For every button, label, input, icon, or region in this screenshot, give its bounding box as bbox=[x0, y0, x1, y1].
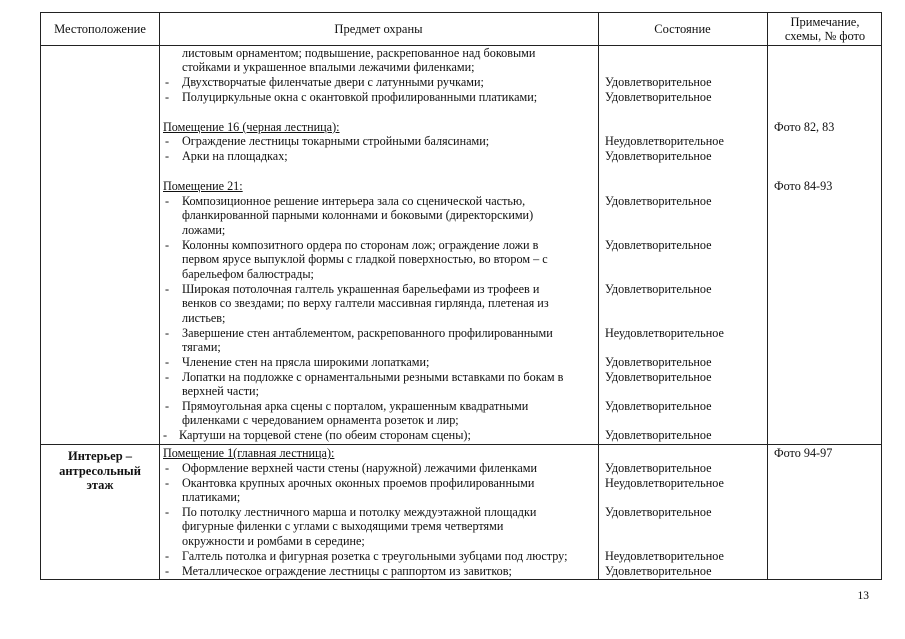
list-dash: - bbox=[165, 194, 170, 208]
list-dash: - bbox=[165, 149, 170, 163]
room-heading: Помещение 21: bbox=[163, 179, 243, 193]
condition-value: Удовлетворительное bbox=[605, 428, 712, 442]
list-dash: - bbox=[165, 505, 170, 519]
condition-value: Неудовлетворительное bbox=[605, 326, 724, 340]
column-divider bbox=[598, 13, 599, 579]
condition-value: Неудовлетворительное bbox=[605, 134, 724, 148]
condition-value: Удовлетворительное bbox=[605, 75, 712, 89]
photo-note: Фото 94-97 bbox=[774, 446, 833, 460]
subject-line: Полуциркульные окна с окантовкой профилированными платиками; bbox=[182, 90, 538, 104]
room-heading: Помещение 16 (черная лестница): bbox=[163, 120, 340, 134]
subject-line: листовым орнаментом; подвышение, раскрепованное над боковыми bbox=[182, 46, 536, 60]
list-dash: - bbox=[165, 476, 170, 490]
subject-line: первом ярусе выпуклой формы с гладкой поверхностью, во втором – с bbox=[182, 252, 548, 266]
photo-note: Фото 82, 83 bbox=[774, 120, 835, 134]
subject-line: Широкая потолочная галтель украшенная барельефами из трофеев и bbox=[182, 282, 540, 296]
list-dash: - bbox=[165, 75, 170, 89]
condition-value: Удовлетворительное bbox=[605, 355, 712, 369]
list-dash: - bbox=[163, 428, 168, 442]
condition-value: Удовлетворительное bbox=[605, 282, 712, 296]
room-heading: Помещение 1(главная лестница): bbox=[163, 446, 335, 460]
condition-value: Удовлетворительное bbox=[605, 505, 712, 519]
subject-line: Колонны композитного ордера по сторонам лож; ограждение ложи в bbox=[182, 238, 539, 252]
subject-line: верхней части; bbox=[182, 384, 259, 398]
condition-value: Удовлетворительное bbox=[605, 238, 712, 252]
subject-line: Картуши на торцевой стене (по обеим сторонам сцены); bbox=[179, 428, 471, 442]
list-dash: - bbox=[165, 399, 170, 413]
list-dash: - bbox=[165, 134, 170, 148]
list-dash: - bbox=[165, 549, 170, 563]
condition-value: Удовлетворительное bbox=[605, 370, 712, 384]
subject-line: По потолку лестничного марша и потолку междуэтажной площадки bbox=[182, 505, 537, 519]
condition-value: Удовлетворительное bbox=[605, 149, 712, 163]
header-location: Местоположение bbox=[54, 22, 146, 36]
subject-line: листьев; bbox=[182, 311, 226, 325]
subject-line: филенками с чередованием орнамента розеток и лир; bbox=[182, 413, 459, 427]
subject-line: стойками и украшенное впалыми лежачими филенками; bbox=[182, 60, 475, 74]
subject-line: Прямоугольная арка сцены с порталом, украшенным квадратными bbox=[182, 399, 529, 413]
subject-line: венков со звездами; по верху галтели массивная гирлянда, плетеная из bbox=[182, 296, 549, 310]
subject-line: Двухстворчатые филенчатые двери с латунными ручками; bbox=[182, 75, 484, 89]
list-dash: - bbox=[165, 90, 170, 104]
condition-value: Удовлетворительное bbox=[605, 399, 712, 413]
list-dash: - bbox=[165, 326, 170, 340]
photo-note: Фото 84-93 bbox=[774, 179, 833, 193]
column-divider bbox=[159, 13, 160, 579]
condition-value: Удовлетворительное bbox=[605, 194, 712, 208]
subject-line: Завершение стен антаблементом, раскрепованного профилированными bbox=[182, 326, 553, 340]
subject-line: барельефом балюстрады; bbox=[182, 267, 314, 281]
subject-line: Членение стен на прясла широкими лопатками; bbox=[182, 355, 430, 369]
list-dash: - bbox=[165, 282, 170, 296]
list-dash: - bbox=[165, 461, 170, 475]
subject-line: Ограждение лестницы токарными стройными балясинами; bbox=[182, 134, 490, 148]
subject-line: Арки на площадках; bbox=[182, 149, 288, 163]
subject-line: ложами; bbox=[182, 223, 226, 237]
list-dash: - bbox=[165, 238, 170, 252]
subject-line: Галтель потолка и фигурная розетка с треугольными зубцами под люстру; bbox=[182, 549, 568, 563]
subject-line: Окантовка крупных арочных оконных проемов профилированными bbox=[182, 476, 535, 490]
list-dash: - bbox=[165, 564, 170, 578]
header-condition: Состояние bbox=[654, 22, 711, 36]
subject-line: Металлическое ограждение лестницы с раппортом из завитков; bbox=[182, 564, 512, 578]
list-dash: - bbox=[165, 370, 170, 384]
condition-value: Удовлетворительное bbox=[605, 564, 712, 578]
subject-line: платиками; bbox=[182, 490, 241, 504]
subject-line: фланкированной парными колоннами и боковыми (директорскими) bbox=[182, 208, 534, 222]
list-dash: - bbox=[165, 355, 170, 369]
subject-line: фигурные филенки с углами с выходящими тремя четвертями bbox=[182, 519, 504, 533]
subject-line: окружности и ромбами в середине; bbox=[182, 534, 365, 548]
condition-value: Удовлетворительное bbox=[605, 90, 712, 104]
condition-value: Удовлетворительное bbox=[605, 461, 712, 475]
protection-table bbox=[40, 12, 882, 580]
condition-value: Неудовлетворительное bbox=[605, 549, 724, 563]
subject-line: Оформление верхней части стены (наружной) лежачими филенками bbox=[182, 461, 538, 475]
header-note: Примечание, схемы, № фото bbox=[784, 15, 866, 43]
row-divider bbox=[41, 444, 881, 445]
subject-line: Лопатки на подложке с орнаментальными резными вставками по бокам в bbox=[182, 370, 564, 384]
column-divider bbox=[767, 13, 768, 579]
subject-line: тягами; bbox=[182, 340, 221, 354]
page-number: 13 bbox=[857, 590, 869, 602]
condition-value: Неудовлетворительное bbox=[605, 476, 724, 490]
subject-line: Композиционное решение интерьера зала со сценической частью, bbox=[182, 194, 526, 208]
location-cell: Интерьер – антресольный этаж bbox=[59, 449, 141, 493]
header-subject: Предмет охраны bbox=[334, 22, 423, 36]
